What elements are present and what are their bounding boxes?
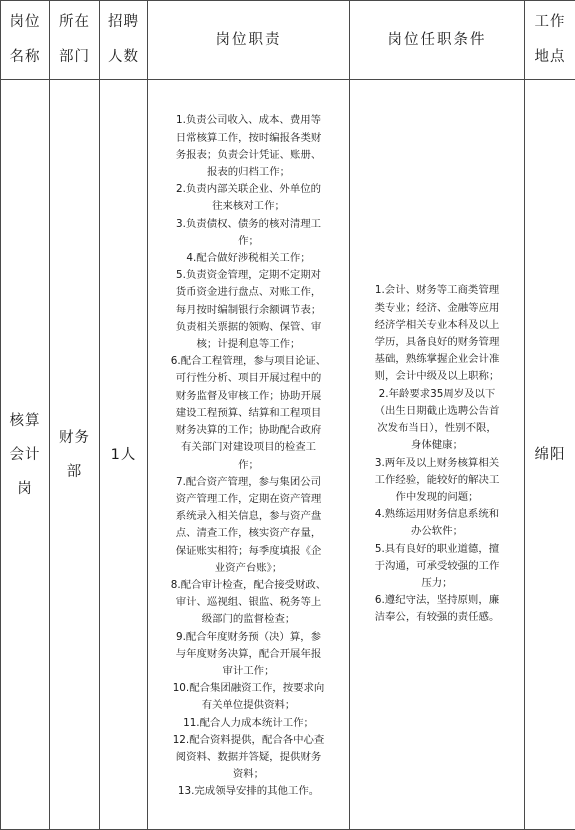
text-line: 4.配合做好涉税相关工作； <box>186 252 311 265</box>
text-line: 保证账实相符；每季度填报《企 <box>175 544 322 557</box>
text-line: 报表的归档工作； <box>206 166 291 179</box>
text-line: 则，会计中级及以上职称； <box>374 370 500 383</box>
text-line: 有关单位提供资料； <box>201 699 296 712</box>
text-line: 6.配合工程管理，参与项目论证、 <box>170 355 327 368</box>
text-line: 财务决算的工作；协助配合政府 <box>175 424 322 437</box>
text-line: 13.完成领导安排的其他工作。 <box>177 785 320 798</box>
cell-requirements <box>350 80 525 830</box>
text-line: 工作经验，能较好的解决工 <box>374 473 500 486</box>
text-line: 资产管理工作，定期在资产管理 <box>175 492 322 505</box>
text-line: 可行性分析、项目开展过程中的 <box>175 372 322 385</box>
text-line: 3.负责债权、债务的核对清理工 <box>176 217 321 230</box>
text-line: 于沟通，可承受较强的工作 <box>374 559 500 572</box>
text-line: 务报表；负责会计凭证、账册、 <box>175 148 322 161</box>
text-line: 审计、巡视组、银监、税务等上 <box>175 596 322 609</box>
text-line: 核；计提利息等工作； <box>196 338 301 351</box>
header-requirements: 岗位任职条件 <box>350 1 525 80</box>
text-line: 基础，熟练掌握企业会计准 <box>374 353 500 366</box>
header-text: 地点 <box>534 49 566 65</box>
text-line: 类专业；经济、金融等应用 <box>374 301 500 314</box>
text-line: 洁奉公，有较强的责任感。 <box>374 611 500 624</box>
table-row <box>1 80 575 830</box>
cell-position-name <box>1 80 50 830</box>
header-text: 部门 <box>59 49 90 65</box>
text-line: 往来核对工作； <box>212 200 285 213</box>
requirements-text <box>350 282 524 626</box>
text-line: 身体健康； <box>411 439 463 452</box>
header-location <box>525 1 575 80</box>
text-line: 作； <box>238 458 259 471</box>
cell-text: 会计 <box>9 446 41 463</box>
header-headcount <box>100 1 148 80</box>
text-line: 资料； <box>232 768 265 781</box>
header-text: 工作 <box>534 14 566 30</box>
text-line: （出生日期截止选聘公告首 <box>374 404 500 417</box>
text-line: 7.配合资产管理，参与集团公司 <box>176 475 321 488</box>
text-line: 系统录入相关信息，参与资产盘 <box>175 510 322 523</box>
text-line: 9.配合年度财务预（决）算，参 <box>176 630 321 643</box>
text-line: 级部门的监督检查； <box>201 613 296 626</box>
cell-text: 财务 <box>59 429 90 446</box>
text-line: 办公软件； <box>411 525 463 538</box>
text-line: 8.配合审计检查，配合接受财政、 <box>170 578 327 591</box>
cell-text: 岗 <box>17 480 33 497</box>
text-line: 业资产台账》； <box>214 561 283 574</box>
text-line: 阅资料、数据并答疑，提供财务 <box>175 750 322 763</box>
text-line: 经济学相关专业本科及以上 <box>374 318 500 331</box>
text-line: 1.负责公司收入、成本、费用等 <box>176 114 321 127</box>
header-duties: 岗位职责 <box>148 1 350 80</box>
text-line: 3.两年及以上财务核算相关 <box>374 456 500 469</box>
header-text: 所在 <box>59 14 90 30</box>
text-line: 货币资金进行盘点、对账工作， <box>175 286 322 299</box>
cell-department <box>50 80 100 830</box>
text-line: 与年度财务决算，配合开展年报 <box>175 647 322 660</box>
header-row <box>1 1 575 80</box>
cell-location: 绵阳 <box>525 80 575 830</box>
text-line: 作； <box>238 234 259 247</box>
header-department <box>50 1 100 80</box>
text-line: 12.配合资料提供，配合各中心查 <box>172 733 325 746</box>
header-text: 人数 <box>108 49 139 65</box>
text-line: 每月按时编制银行余额调节表； <box>175 303 322 316</box>
text-line: 学历，具备良好的财务管理 <box>374 336 500 349</box>
text-line: 日常核算工作，按时编报各类财 <box>175 131 322 144</box>
cell-text: 部 <box>66 463 83 480</box>
text-line: 点、清查工作，核实资产存量， <box>175 527 322 540</box>
text-line: 10.配合集团融资工作，按要求向 <box>172 682 325 695</box>
text-line: 建设工程预算、结算和工程项目 <box>175 406 322 419</box>
cell-duties <box>148 80 350 830</box>
header-position-name <box>1 1 50 80</box>
text-line: 6.遵纪守法，坚持原则，廉 <box>374 594 500 607</box>
text-line: 11.配合人力成本统计工作； <box>183 716 314 729</box>
header-text: 名称 <box>9 49 41 65</box>
text-line: 审计工作； <box>222 664 275 677</box>
cell-text: 核算 <box>9 412 41 429</box>
text-line: 作中发现的问题； <box>395 490 479 503</box>
text-line: 负责相关票据的领购、保管、审 <box>175 320 322 333</box>
text-line: 压力； <box>421 576 453 589</box>
duties-text <box>148 108 349 800</box>
text-line: 2.年龄要求35周岁及以下 <box>378 387 496 400</box>
text-line: 5.负责资金管理，定期不定期对 <box>176 269 321 282</box>
text-line: 有关部门对建设项目的检查工 <box>180 441 317 454</box>
text-line: 1.会计、财务等工商类管理 <box>374 284 500 297</box>
text-line: 5.具有良好的职业道德，擅 <box>374 542 500 555</box>
header-text: 岗位 <box>9 14 41 30</box>
cell-headcount: 1人 <box>100 80 148 830</box>
text-line: 财务监督及审核工作；协助开展 <box>175 389 322 402</box>
text-line: 2.负责内部关联企业、外单位的 <box>176 183 321 196</box>
text-line: 次发布当日），性别不限， <box>377 422 497 435</box>
text-line: 4.熟练运用财务信息系统和 <box>374 508 500 521</box>
header-text: 招聘 <box>108 14 139 30</box>
